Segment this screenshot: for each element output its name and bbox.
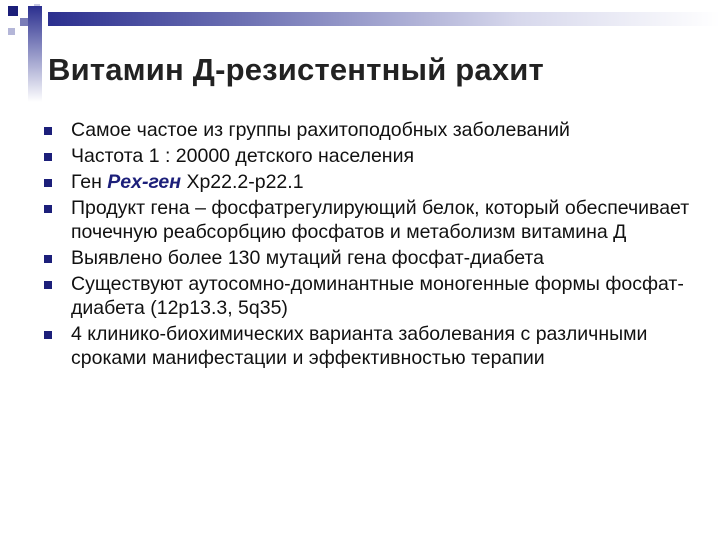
decor-top-bar — [48, 12, 720, 26]
bullet-text: Частота 1 : 20000 детского населения — [71, 145, 415, 167]
bullet-item — [44, 118, 704, 142]
bullet-item — [44, 170, 704, 194]
square-bullet-icon — [44, 281, 52, 289]
decor-vertical-bar — [28, 6, 42, 102]
bullet-list — [44, 118, 704, 372]
bullet-text-suffix: Хр22.2-р22.1 — [181, 171, 304, 193]
bullet-item — [44, 196, 704, 244]
gene-name: Pex-ген — [107, 171, 182, 193]
bullet-item — [44, 246, 704, 270]
decor-square-2 — [20, 18, 28, 26]
decor-square-1 — [8, 6, 18, 16]
bullet-text-prefix: Ген — [71, 171, 108, 193]
slide-title: Витамин Д-резистентный рахит — [48, 52, 544, 87]
bullet-text: 4 клинико-биохимических варианта заболевания с различными сроками манифестации и эффективностью терапии — [71, 323, 648, 369]
square-bullet-icon — [44, 255, 52, 263]
bullet-item — [44, 322, 704, 370]
square-bullet-icon — [44, 127, 52, 135]
decor-square-3 — [8, 28, 15, 35]
bullet-text: Продукт гена – фосфатрегулирующий белок, который обеспечивает почечную реабсорбцию фосфатов и метаболизм витамина Д — [71, 197, 690, 243]
square-bullet-icon — [44, 331, 52, 339]
square-bullet-icon — [44, 179, 52, 187]
square-bullet-icon — [44, 205, 52, 213]
bullet-text: Существуют аутосомно-доминантные моногенные формы фосфат-диабета (12р13.3, 5q35) — [71, 273, 684, 319]
bullet-text: Самое частое из группы рахитоподобных заболеваний — [71, 119, 570, 141]
bullet-item — [44, 272, 704, 320]
bullet-item — [44, 144, 704, 168]
bullet-text: Выявлено более 130 мутаций гена фосфат-диабета — [71, 247, 544, 269]
square-bullet-icon — [44, 153, 52, 161]
